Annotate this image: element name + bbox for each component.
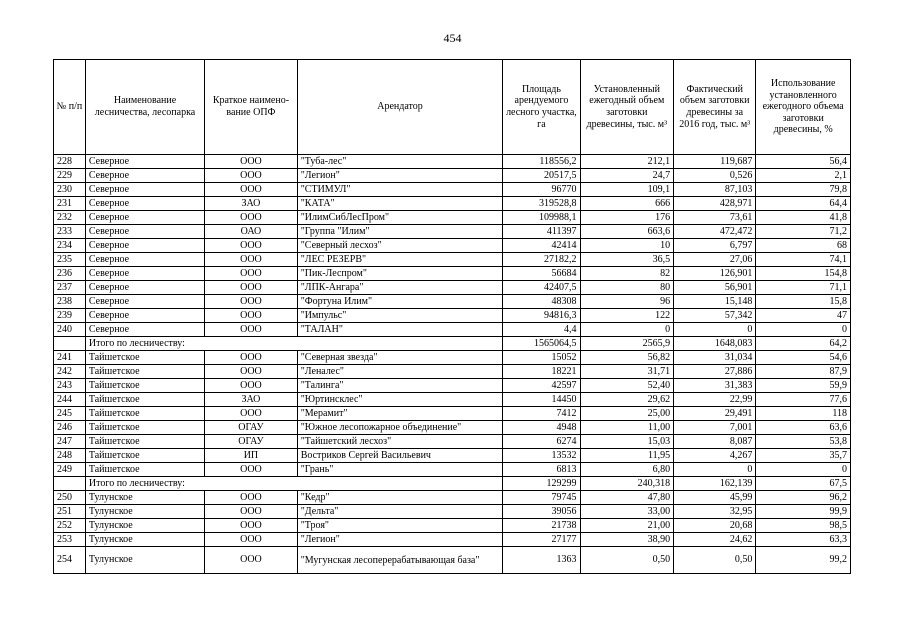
row-forestry: Тайшетское xyxy=(85,449,204,463)
table-body xyxy=(54,155,851,574)
row-established: 15,03 xyxy=(580,435,674,449)
row-number: 233 xyxy=(54,225,86,239)
row-usage: 47 xyxy=(756,309,851,323)
row-area: 6813 xyxy=(503,463,580,477)
row-tenant: "Талинга" xyxy=(297,379,503,393)
row-tenant: "ИлимСибЛесПром" xyxy=(297,211,503,225)
row-tenant: "Северный лесхоз" xyxy=(297,239,503,253)
row-tenant: "Грань" xyxy=(297,463,503,477)
page-number: 454 xyxy=(443,31,462,45)
subtotal-blank-cell xyxy=(54,337,86,351)
row-area: 39056 xyxy=(503,505,580,519)
row-usage: 87,9 xyxy=(756,365,851,379)
row-number: 237 xyxy=(54,281,86,295)
row-forestry: Северное xyxy=(85,169,204,183)
table-row xyxy=(54,435,851,449)
row-opf: ООО xyxy=(205,365,298,379)
row-forestry: Тайшетское xyxy=(85,421,204,435)
row-tenant: "ЛПК-Ангара" xyxy=(297,281,503,295)
row-usage: 74,1 xyxy=(756,253,851,267)
row-forestry: Тайшетское xyxy=(85,407,204,421)
row-actual: 0 xyxy=(674,463,756,477)
row-actual: 15,148 xyxy=(674,295,756,309)
table-row xyxy=(54,351,851,365)
row-area: 411397 xyxy=(503,225,580,239)
table-row xyxy=(54,309,851,323)
row-usage: 99,9 xyxy=(756,505,851,519)
row-number: 243 xyxy=(54,379,86,393)
row-actual: 45,99 xyxy=(674,491,756,505)
row-usage: 63,6 xyxy=(756,421,851,435)
row-usage: 54,6 xyxy=(756,351,851,365)
row-actual: 31,034 xyxy=(674,351,756,365)
row-forestry: Тайшетское xyxy=(85,463,204,477)
table-row xyxy=(54,225,851,239)
row-actual: 22,99 xyxy=(674,393,756,407)
row-tenant: "Тайшетский лесхоз" xyxy=(297,435,503,449)
row-opf: ООО xyxy=(205,169,298,183)
row-actual: 8,087 xyxy=(674,435,756,449)
row-tenant: "СТИМУЛ" xyxy=(297,183,503,197)
row-number: 247 xyxy=(54,435,86,449)
row-area: 13532 xyxy=(503,449,580,463)
table-row xyxy=(54,267,851,281)
row-number: 254 xyxy=(54,547,86,574)
row-opf: ООО xyxy=(205,547,298,574)
row-opf: ООО xyxy=(205,379,298,393)
row-tenant: "Троя" xyxy=(297,519,503,533)
row-opf: ООО xyxy=(205,239,298,253)
row-tenant: "Пик-Леспром" xyxy=(297,267,503,281)
row-area: 27177 xyxy=(503,533,580,547)
subtotal-usage: 64,2 xyxy=(756,337,851,351)
row-opf: ЗАО xyxy=(205,393,298,407)
row-number: 230 xyxy=(54,183,86,197)
header-actual: Фактический объем заготовки древесины за 2016 год, тыс. м³ xyxy=(674,60,756,155)
table-row xyxy=(54,197,851,211)
row-tenant: "Мугунская лесоперерабатывающая база" xyxy=(297,547,503,574)
row-actual: 472,472 xyxy=(674,225,756,239)
row-usage: 64,4 xyxy=(756,197,851,211)
row-forestry: Тулунское xyxy=(85,533,204,547)
row-number: 234 xyxy=(54,239,86,253)
row-actual: 27,06 xyxy=(674,253,756,267)
table-header-row xyxy=(54,60,851,155)
table-row xyxy=(54,519,851,533)
row-opf: ОАО xyxy=(205,225,298,239)
row-established: 47,80 xyxy=(580,491,674,505)
table-row xyxy=(54,379,851,393)
table-row xyxy=(54,183,851,197)
row-opf: ООО xyxy=(205,407,298,421)
table-row xyxy=(54,393,851,407)
row-number: 250 xyxy=(54,491,86,505)
row-opf: ООО xyxy=(205,505,298,519)
row-tenant: "Юртинсклес" xyxy=(297,393,503,407)
row-established: 31,71 xyxy=(580,365,674,379)
row-opf: ООО xyxy=(205,281,298,295)
row-established: 29,62 xyxy=(580,393,674,407)
row-actual: 73,61 xyxy=(674,211,756,225)
row-tenant: "Мерамит" xyxy=(297,407,503,421)
row-forestry: Северное xyxy=(85,197,204,211)
subtotal-actual: 1648,083 xyxy=(674,337,756,351)
row-area: 109988,1 xyxy=(503,211,580,225)
row-usage: 56,4 xyxy=(756,155,851,169)
row-actual: 57,342 xyxy=(674,309,756,323)
row-area: 42414 xyxy=(503,239,580,253)
row-area: 96770 xyxy=(503,183,580,197)
row-usage: 77,6 xyxy=(756,393,851,407)
row-usage: 2,1 xyxy=(756,169,851,183)
row-actual: 4,267 xyxy=(674,449,756,463)
table-row xyxy=(54,323,851,337)
row-forestry: Тайшетское xyxy=(85,365,204,379)
row-actual: 24,62 xyxy=(674,533,756,547)
row-forestry: Тулунское xyxy=(85,491,204,505)
row-opf: ООО xyxy=(205,463,298,477)
row-opf: ООО xyxy=(205,323,298,337)
row-number: 245 xyxy=(54,407,86,421)
row-usage: 68 xyxy=(756,239,851,253)
row-actual: 0,526 xyxy=(674,169,756,183)
header-established: Установленный ежегодный объем заготовки древесины, тыс. м³ xyxy=(580,60,674,155)
table-row xyxy=(54,253,851,267)
row-area: 319528,8 xyxy=(503,197,580,211)
row-forestry: Северное xyxy=(85,183,204,197)
row-established: 122 xyxy=(580,309,674,323)
row-actual: 32,95 xyxy=(674,505,756,519)
row-tenant: Востриков Сергей Васильевич xyxy=(297,449,503,463)
row-area: 27182,2 xyxy=(503,253,580,267)
row-usage: 71,1 xyxy=(756,281,851,295)
table-row xyxy=(54,407,851,421)
row-actual: 20,68 xyxy=(674,519,756,533)
table-row xyxy=(54,211,851,225)
subtotal-row xyxy=(54,477,851,491)
row-number: 244 xyxy=(54,393,86,407)
row-number: 240 xyxy=(54,323,86,337)
row-established: 80 xyxy=(580,281,674,295)
row-number: 251 xyxy=(54,505,86,519)
row-established: 0 xyxy=(580,323,674,337)
row-opf: ООО xyxy=(205,519,298,533)
row-actual: 27,886 xyxy=(674,365,756,379)
row-area: 18221 xyxy=(503,365,580,379)
row-opf: ООО xyxy=(205,491,298,505)
row-usage: 53,8 xyxy=(756,435,851,449)
row-tenant: "КАТА" xyxy=(297,197,503,211)
row-established: 21,00 xyxy=(580,519,674,533)
table-row xyxy=(54,365,851,379)
table-row xyxy=(54,155,851,169)
row-number: 248 xyxy=(54,449,86,463)
row-established: 10 xyxy=(580,239,674,253)
row-forestry: Северное xyxy=(85,281,204,295)
row-established: 11,95 xyxy=(580,449,674,463)
row-number: 235 xyxy=(54,253,86,267)
row-tenant: "Туба-лес" xyxy=(297,155,503,169)
row-opf: ООО xyxy=(205,253,298,267)
row-forestry: Тулунское xyxy=(85,519,204,533)
row-established: 96 xyxy=(580,295,674,309)
row-number: 239 xyxy=(54,309,86,323)
row-area: 48308 xyxy=(503,295,580,309)
row-forestry: Тайшетское xyxy=(85,351,204,365)
row-forestry: Северное xyxy=(85,267,204,281)
table-row xyxy=(54,421,851,435)
header-opf: Краткое наимено-вание ОПФ xyxy=(205,60,298,155)
row-usage: 98,5 xyxy=(756,519,851,533)
row-established: 52,40 xyxy=(580,379,674,393)
row-opf: ОГАУ xyxy=(205,435,298,449)
row-actual: 0 xyxy=(674,323,756,337)
row-forestry: Северное xyxy=(85,295,204,309)
row-opf: ООО xyxy=(205,309,298,323)
subtotal-label: Итого по лесничеству: xyxy=(85,477,503,491)
row-area: 21738 xyxy=(503,519,580,533)
table-row xyxy=(54,533,851,547)
row-usage: 59,9 xyxy=(756,379,851,393)
row-opf: ООО xyxy=(205,295,298,309)
row-usage: 0 xyxy=(756,463,851,477)
row-forestry: Тулунское xyxy=(85,547,204,574)
row-established: 82 xyxy=(580,267,674,281)
subtotal-usage: 67,5 xyxy=(756,477,851,491)
row-forestry: Тайшетское xyxy=(85,435,204,449)
row-area: 42407,5 xyxy=(503,281,580,295)
row-established: 56,82 xyxy=(580,351,674,365)
row-tenant: "Южное лесопожарное объединение" xyxy=(297,421,503,435)
row-usage: 15,8 xyxy=(756,295,851,309)
row-tenant: "Северная звезда" xyxy=(297,351,503,365)
row-tenant: "ТАЛАН" xyxy=(297,323,503,337)
row-usage: 41,8 xyxy=(756,211,851,225)
row-forestry: Северное xyxy=(85,239,204,253)
row-established: 666 xyxy=(580,197,674,211)
row-opf: ООО xyxy=(205,533,298,547)
row-actual: 87,103 xyxy=(674,183,756,197)
row-forestry: Северное xyxy=(85,211,204,225)
row-usage: 71,2 xyxy=(756,225,851,239)
row-number: 242 xyxy=(54,365,86,379)
row-number: 241 xyxy=(54,351,86,365)
row-number: 229 xyxy=(54,169,86,183)
table-row xyxy=(54,463,851,477)
row-established: 36,5 xyxy=(580,253,674,267)
header-tenant: Арендатор xyxy=(297,60,503,155)
row-area: 6274 xyxy=(503,435,580,449)
row-area: 42597 xyxy=(503,379,580,393)
row-actual: 31,383 xyxy=(674,379,756,393)
row-number: 249 xyxy=(54,463,86,477)
row-established: 33,00 xyxy=(580,505,674,519)
row-usage: 118 xyxy=(756,407,851,421)
row-number: 231 xyxy=(54,197,86,211)
row-usage: 35,7 xyxy=(756,449,851,463)
subtotal-actual: 162,139 xyxy=(674,477,756,491)
row-usage: 79,8 xyxy=(756,183,851,197)
table-row xyxy=(54,449,851,463)
row-area: 56684 xyxy=(503,267,580,281)
row-number: 228 xyxy=(54,155,86,169)
row-area: 1363 xyxy=(503,547,580,574)
row-usage: 99,2 xyxy=(756,547,851,574)
table-row xyxy=(54,505,851,519)
row-forestry: Тайшетское xyxy=(85,393,204,407)
row-established: 6,80 xyxy=(580,463,674,477)
header-forestry: Наименование лесничества, лесопарка xyxy=(85,60,204,155)
row-area: 4,4 xyxy=(503,323,580,337)
row-established: 109,1 xyxy=(580,183,674,197)
subtotal-established: 240,318 xyxy=(580,477,674,491)
row-forestry: Северное xyxy=(85,309,204,323)
row-forestry: Северное xyxy=(85,225,204,239)
row-established: 176 xyxy=(580,211,674,225)
subtotal-blank-cell xyxy=(54,477,86,491)
row-opf: ООО xyxy=(205,211,298,225)
table-row xyxy=(54,295,851,309)
row-area: 79745 xyxy=(503,491,580,505)
row-number: 232 xyxy=(54,211,86,225)
row-area: 4948 xyxy=(503,421,580,435)
row-usage: 154,8 xyxy=(756,267,851,281)
row-actual: 56,901 xyxy=(674,281,756,295)
row-established: 24,7 xyxy=(580,169,674,183)
subtotal-area: 1565064,5 xyxy=(503,337,580,351)
row-opf: ИП xyxy=(205,449,298,463)
row-forestry: Тулунское xyxy=(85,505,204,519)
row-usage: 0 xyxy=(756,323,851,337)
row-actual: 7,001 xyxy=(674,421,756,435)
row-number: 252 xyxy=(54,519,86,533)
row-opf: ООО xyxy=(205,267,298,281)
row-established: 663,6 xyxy=(580,225,674,239)
header-num: № п/п xyxy=(54,60,86,155)
row-tenant: "Фортуна Илим" xyxy=(297,295,503,309)
table-row xyxy=(54,491,851,505)
row-forestry: Северное xyxy=(85,155,204,169)
row-actual: 119,687 xyxy=(674,155,756,169)
row-usage: 63,3 xyxy=(756,533,851,547)
row-number: 246 xyxy=(54,421,86,435)
subtotal-label: Итого по лесничеству: xyxy=(85,337,503,351)
row-opf: ООО xyxy=(205,155,298,169)
row-number: 238 xyxy=(54,295,86,309)
row-usage: 96,2 xyxy=(756,491,851,505)
row-forestry: Северное xyxy=(85,323,204,337)
table-row xyxy=(54,281,851,295)
row-opf: ООО xyxy=(205,351,298,365)
row-actual: 428,971 xyxy=(674,197,756,211)
row-tenant: "Дельта" xyxy=(297,505,503,519)
row-established: 212,1 xyxy=(580,155,674,169)
row-forestry: Северное xyxy=(85,253,204,267)
row-area: 118556,2 xyxy=(503,155,580,169)
row-established: 11,00 xyxy=(580,421,674,435)
subtotal-established: 2565,9 xyxy=(580,337,674,351)
row-tenant: "Леналес" xyxy=(297,365,503,379)
row-tenant: "Импульс" xyxy=(297,309,503,323)
row-actual: 126,901 xyxy=(674,267,756,281)
row-area: 20517,5 xyxy=(503,169,580,183)
row-tenant: "Группа "Илим" xyxy=(297,225,503,239)
row-area: 94816,3 xyxy=(503,309,580,323)
row-actual: 0,50 xyxy=(674,547,756,574)
header-area: Площадь арендуемого лесного участка, га xyxy=(503,60,580,155)
row-opf: ООО xyxy=(205,183,298,197)
row-opf: ОГАУ xyxy=(205,421,298,435)
forest-lease-table xyxy=(53,59,851,574)
row-tenant: "ЛЕС РЕЗЕРВ" xyxy=(297,253,503,267)
row-tenant: "Легион" xyxy=(297,533,503,547)
row-actual: 29,491 xyxy=(674,407,756,421)
row-number: 253 xyxy=(54,533,86,547)
row-area: 14450 xyxy=(503,393,580,407)
subtotal-area: 129299 xyxy=(503,477,580,491)
row-area: 15052 xyxy=(503,351,580,365)
row-number: 236 xyxy=(54,267,86,281)
row-established: 25,00 xyxy=(580,407,674,421)
row-area: 7412 xyxy=(503,407,580,421)
row-opf: ЗАО xyxy=(205,197,298,211)
row-established: 0,50 xyxy=(580,547,674,574)
table-row xyxy=(54,239,851,253)
row-forestry: Тайшетское xyxy=(85,379,204,393)
header-usage: Использование установленного ежегодного объема заготовки древесины, % xyxy=(756,60,851,155)
subtotal-row xyxy=(54,337,851,351)
table-row xyxy=(54,547,851,574)
row-established: 38,90 xyxy=(580,533,674,547)
row-tenant: "Легион" xyxy=(297,169,503,183)
table-row xyxy=(54,169,851,183)
row-actual: 6,797 xyxy=(674,239,756,253)
row-tenant: "Кедр" xyxy=(297,491,503,505)
